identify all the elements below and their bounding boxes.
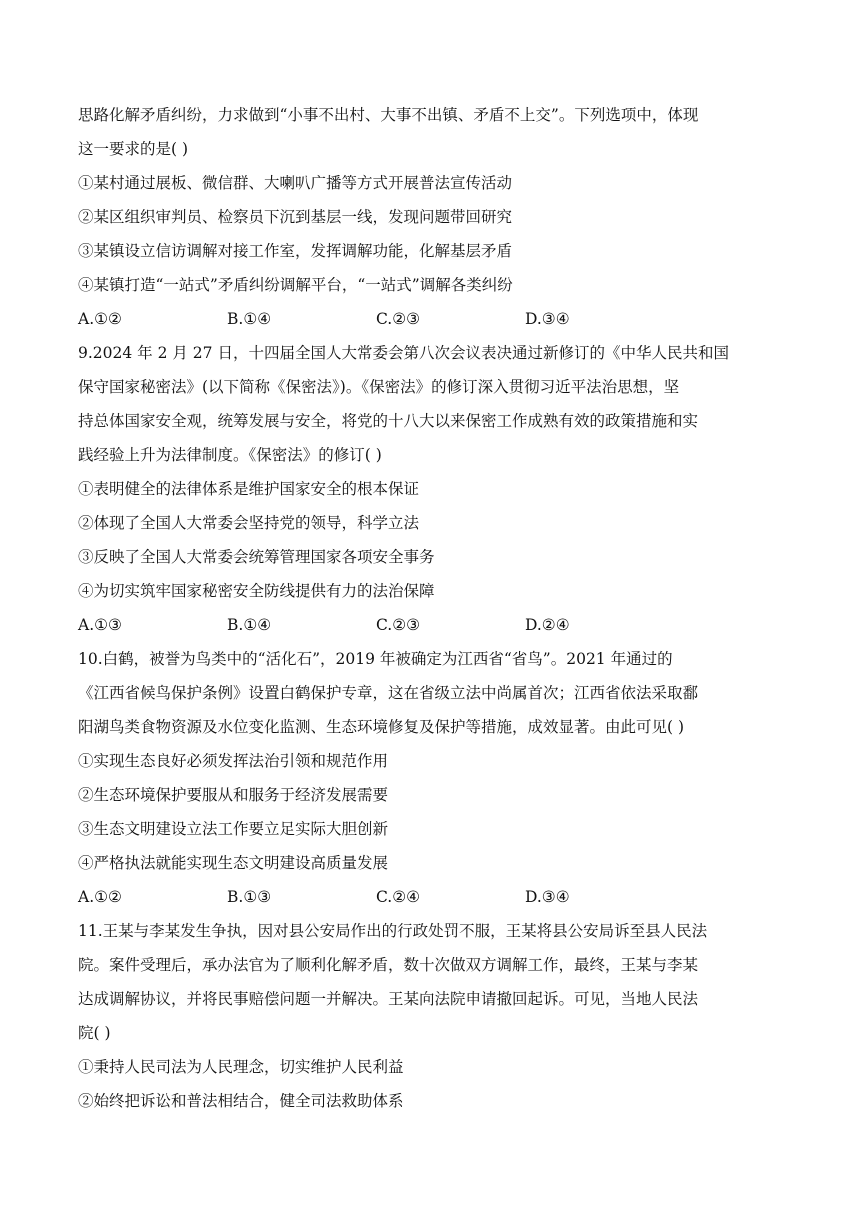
- question-9: [78, 336, 782, 642]
- q11-stem-line-3: 达成调解协议，并将民事赔偿问题一并解决。王某向法院申请撤回起诉。可见，当地人民法: [78, 990, 699, 1008]
- q9-stem-line-3: 持总体国家安全观，统筹发展与安全，将党的十八大以来保密工作成熟有效的政策措施和实: [78, 412, 699, 430]
- q11-statement-1: ①秉持人民司法为人民理念，切实维护人民利益: [78, 1058, 404, 1076]
- q9-stem-line-4: 践经验上升为法律制度。《保密法》的修订( ): [78, 446, 382, 464]
- q10-choice-b: B.①③: [227, 888, 272, 906]
- q10-choice-a: A.①②: [78, 888, 122, 906]
- q8-stem-line-2: 这一要求的是( ): [78, 140, 189, 158]
- q9-choice-c: C.②③: [376, 616, 421, 634]
- q9-statement-4: ④为切实筑牢国家秘密安全防线提供有力的法治保障: [78, 582, 435, 600]
- q10-stem-line-2: 《江西省候鸟保护条例》设置白鹤保护专章，这在省级立法中尚属首次；江西省依法采取鄱: [78, 684, 699, 702]
- q9-statement-1: ①表明健全的法律体系是维护国家安全的根本保证: [78, 480, 420, 498]
- q10-stem-line-3: 阳湖鸟类食物资源及水位变化监测、生态环境修复及保护等措施，成效显著。由此可见( ): [78, 718, 685, 736]
- question-10: [78, 642, 782, 914]
- q10-choice-c: C.②④: [376, 888, 421, 906]
- q10-statement-1: ①实现生态良好必须发挥法治引领和规范作用: [78, 752, 389, 770]
- q11-statement-2: ②始终把诉讼和普法相结合，健全司法救助体系: [78, 1092, 404, 1110]
- q8-statement-1: ①某村通过展板、微信群、大喇叭广播等方式开展普法宣传活动: [78, 174, 513, 192]
- q10-stem-line-1: 10.白鹤，被誉为鸟类中的“活化石”，2019 年被确定为江西省“省鸟”。2021 年通过的: [78, 650, 673, 668]
- q8-choice-b: B.①④: [227, 310, 272, 328]
- q10-choices: [78, 880, 782, 914]
- q11-stem-line-4: 院( ): [78, 1024, 111, 1042]
- q9-choices: [78, 608, 782, 642]
- q8-choice-a: A.①②: [78, 310, 122, 328]
- q10-choice-d: D.③④: [525, 888, 570, 906]
- q8-choices: [78, 302, 782, 336]
- document-content: [78, 98, 782, 1118]
- q10-statement-3: ③生态文明建设立法工作要立足实际大胆创新: [78, 820, 389, 838]
- q11-stem-line-1: 11.王某与李某发生争执，因对县公安局作出的行政处罚不服，王某将县公安局诉至县人民法: [78, 922, 708, 940]
- q9-choice-b: B.①④: [227, 616, 272, 634]
- q9-stem-line-2: 保守国家秘密法》(以下简称《保密法》)。《保密法》的修订深入贯彻习近平法治思想，坚: [78, 378, 680, 396]
- q8-choice-c: C.②③: [376, 310, 421, 328]
- question-11: [78, 914, 782, 1118]
- q8-statement-2: ②某区组织审判员、检察员下沉到基层一线，发现问题带回研究: [78, 208, 513, 226]
- q8-statement-4: ④某镇打造“一站式”矛盾纠纷调解平台，“一站式”调解各类纠纷: [78, 276, 513, 294]
- q11-stem-line-2: 院。案件受理后，承办法官为了顺利化解矛盾，数十次做双方调解工作，最终，王某与李某: [78, 956, 699, 974]
- q10-statement-2: ②生态环境保护要服从和服务于经济发展需要: [78, 786, 389, 804]
- q10-statement-4: ④严格执法就能实现生态文明建设高质量发展: [78, 854, 389, 872]
- q9-statement-3: ③反映了全国人大常委会统筹管理国家各项安全事务: [78, 548, 435, 566]
- q9-choice-d: D.②④: [525, 616, 570, 634]
- question-8: [78, 98, 782, 336]
- q9-choice-a: A.①③: [78, 616, 122, 634]
- q9-statement-2: ②体现了全国人大常委会坚持党的领导，科学立法: [78, 514, 420, 532]
- q8-stem-line-1: 思路化解矛盾纠纷，力求做到“小事不出村、大事不出镇、矛盾不上交”。下列选项中，体现: [78, 106, 699, 124]
- q8-statement-3: ③某镇设立信访调解对接工作室，发挥调解功能，化解基层矛盾: [78, 242, 513, 260]
- q9-stem-line-1: 9.2024 年 2 月 27 日，十四届全国人大常委会第八次会议表决通过新修订的《中华人民共和国: [78, 344, 729, 362]
- q8-choice-d: D.③④: [525, 310, 570, 328]
